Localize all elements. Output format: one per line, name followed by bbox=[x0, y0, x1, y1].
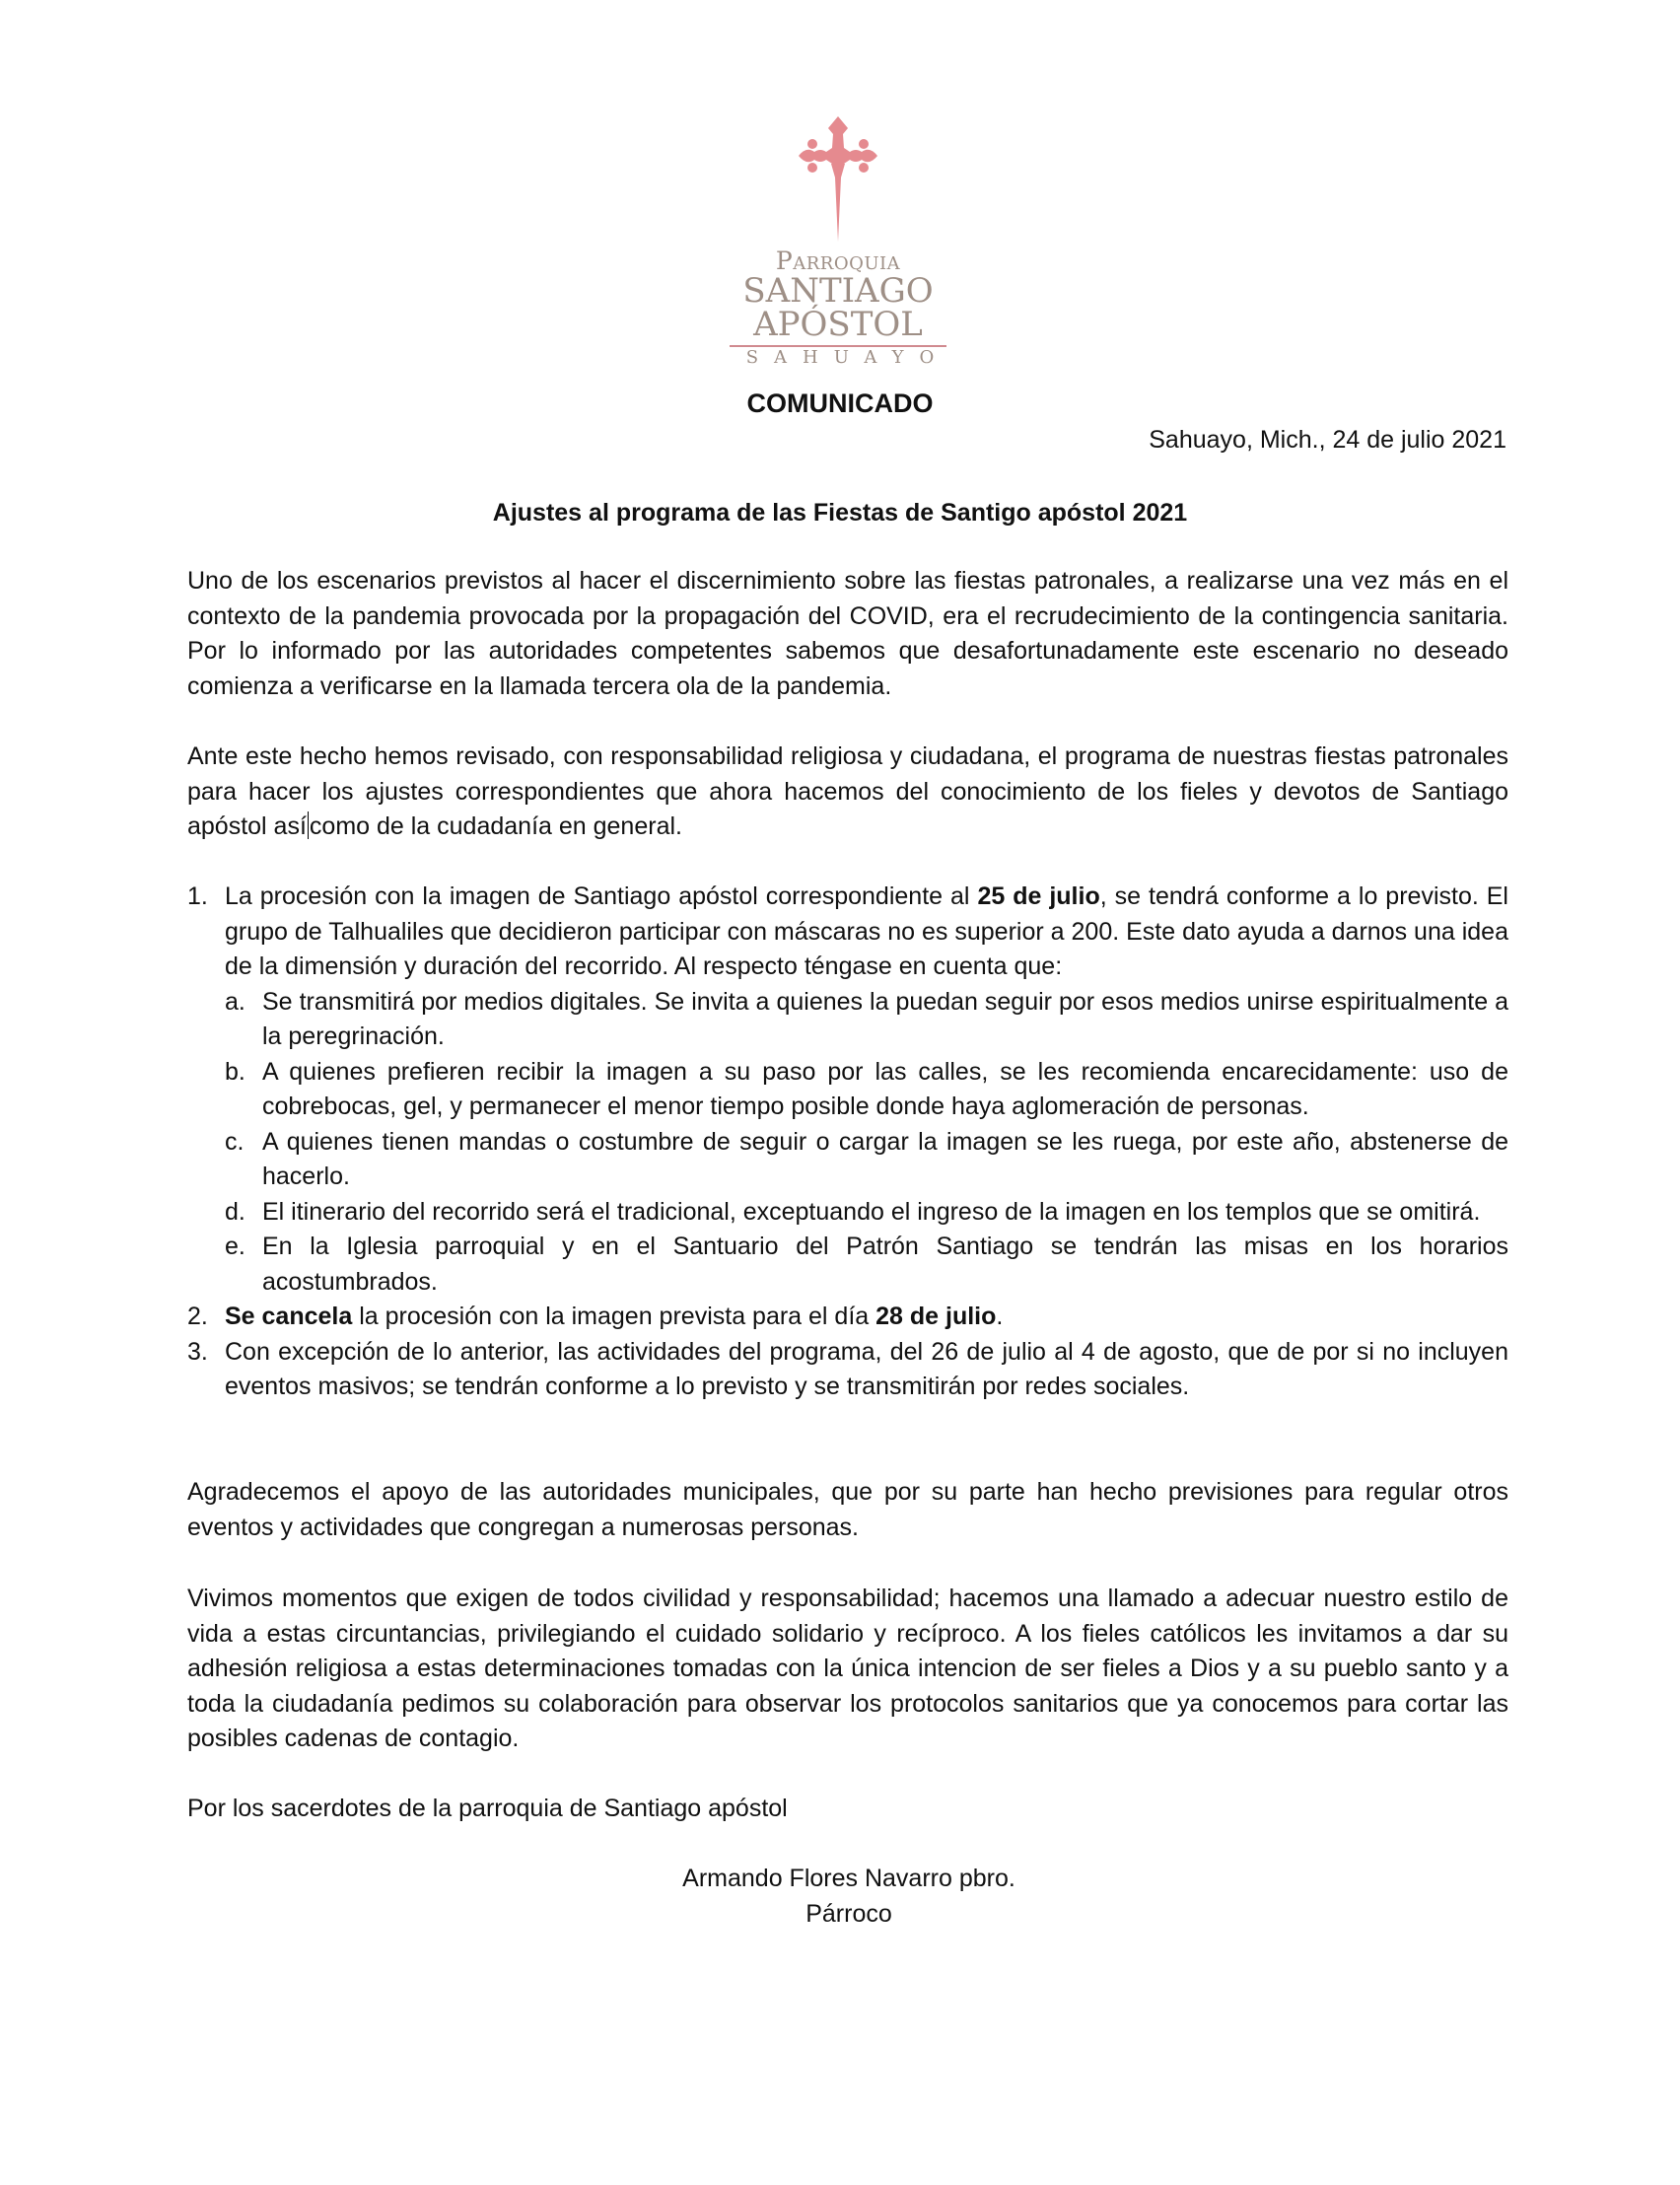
document-heading: COMUNICADO bbox=[746, 388, 934, 418]
list-item-2: 2. Se cancela la procesión con la imagen prevista para el día 28 de julio. bbox=[187, 1303, 1004, 1330]
sub-list-item-a: a. Se transmitirá por medios digitales. Se invita a quienes la puedan seguir por esos medios unirse espiritualmente a la peregrinación. bbox=[225, 987, 1508, 1050]
paragraph-review-text-a: Ante este hecho hemos revisado, con responsabilidad religiosa y ciudadana, el programa de nuestras fiestas patronales para hacer los ajustes correspondientes que ahora hacemos del conocimiento de los fieles y devotos de Santiago apóstol así bbox=[187, 742, 1508, 840]
sub-list-item-b: b. A quienes prefieren recibir la imagen a su paso por las calles, se les recomienda encarecidamente: uso de cobrebocas, gel, y permanecer el menor tiempo posible donde haya aglomeración de personas. bbox=[225, 1057, 1508, 1120]
paragraph-appeal: Vivimos momentos que exigen de todos civilidad y responsabilidad; hacemos una llamado a adecuar nuestro estilo de vida a estas circuntancias, privilegiando el cuidado solidario y recíproco. A los fieles católicos les invitamos a dar su adhesión religiosa a estas determinaciones tomadas con la única intencion de ser fieles a Dios y a su pueblo santo y a toda la ciudadanía pedimos su colaboración para observar los protocolos sanitarios que ya conocemos para cortar las posibles cadenas de contagio. bbox=[187, 1585, 1508, 1752]
sub-list bbox=[187, 985, 1508, 1301]
paragraph-closing: Por los sacerdotes de la parroquia de Santiago apóstol bbox=[187, 1795, 788, 1822]
logo-santiago: SANTIAGO bbox=[742, 271, 934, 311]
document-date: Sahuayo, Mich., 24 de julio 2021 bbox=[1149, 426, 1506, 454]
adjustments-list bbox=[187, 880, 1508, 1405]
list-number: 1. bbox=[187, 882, 208, 910]
paragraph-thanks: Agradecemos el apoyo de las autoridades municipales, que por su parte han hecho previsiones para regular otros eventos y actividades que congregan a numerosas personas. bbox=[187, 1478, 1508, 1541]
paragraph-review bbox=[187, 740, 1508, 845]
logo-sahuayo: SAHUAYO bbox=[745, 347, 950, 368]
cross-of-saint-james-icon bbox=[730, 108, 946, 247]
sub-list-item-c: c. A quienes tienen mandas o costumbre de seguir o cargar la imagen se les ruega, por este año, abstenerse de hacerlo. bbox=[225, 1127, 1508, 1190]
text-cursor bbox=[308, 811, 309, 839]
sub-list-item-e: e. En la Iglesia parroquial y en el Santuario del Patrón Santiago se tendrán las misas en los horarios acostumbrados. bbox=[225, 1233, 1508, 1296]
sub-list-item-d: d. El itinerario del recorrido será el tradicional, exceptuando el ingreso de la imagen en los templos que se omitirá. bbox=[225, 1197, 1481, 1226]
logo-apostol: APÓSTOL bbox=[753, 305, 923, 344]
paragraph-intro-text: Uno de los escenarios previstos al hacer el discernimiento sobre las fiestas patronales, a realizarse una vez más en el contexto de la pandemia provocada por la propagación del COVID, era el recrudecimiento de la contingencia sanitaria. Por lo informado por las autoridades competentes sabemos que desafortunadamente este escenario no deseado comienza a verificarse en la llamada tercera ola de la pandemia. bbox=[187, 567, 1508, 700]
signature-name: Armando Flores Navarro pbro. bbox=[682, 1865, 1015, 1892]
parish-logo bbox=[730, 108, 950, 370]
list-item-3: 3. Con excepción de lo anterior, las actividades del programa, del 26 de julio al 4 de agosto, que de por si no incluyen eventos masivos; se tendrán conforme a lo previsto y se transmitirán por redes sociales. bbox=[187, 1337, 1508, 1400]
document-subtitle: Ajustes al programa de las Fiestas de Santigo apóstol 2021 bbox=[492, 499, 1188, 527]
logo-parroquia: Parroquia bbox=[775, 247, 901, 275]
paragraph-intro bbox=[187, 564, 1508, 704]
paragraph-review-text-b: como de la cudadanía en general. bbox=[309, 812, 682, 840]
bold-date: 25 de julio bbox=[977, 882, 1100, 910]
signature-title: Párroco bbox=[805, 1900, 892, 1928]
list-item-1: 1. La procesión con la imagen de Santiago apóstol correspondiente al 25 de julio, se tendrá conforme a lo previsto. El grupo de Talhualiles que decidieron participar con máscaras no es superior a 200. Este dato ayuda a darnos una idea de la dimensión y duración del recorrido. Al respecto téngase en cuenta que: bbox=[187, 880, 1508, 985]
